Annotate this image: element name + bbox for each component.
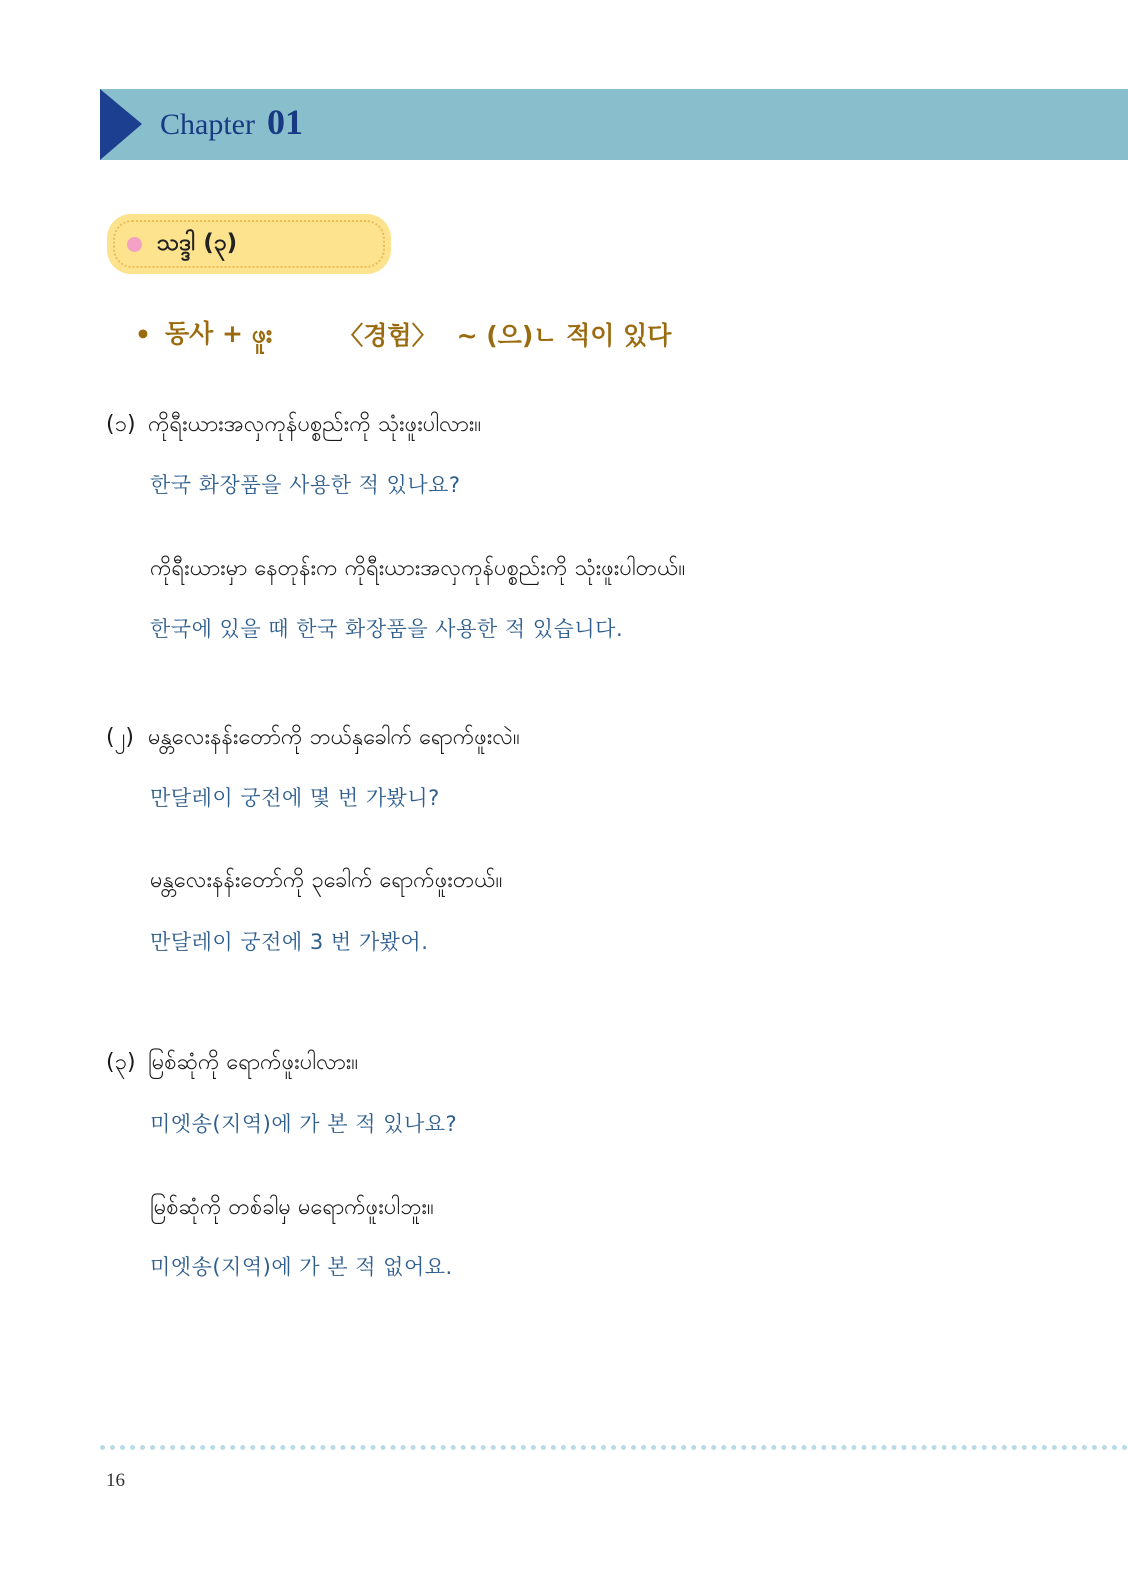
question-text-my: မြစ်ဆုံကို ရောက်ဖူးပါလား။ [148,1050,358,1075]
example-answer-my: ကိုရီးယားမှာ နေတုန်းက ကိုရီးယားအလှကုန်ပစ္စည်းကို သုံးဖူးပါတယ်။ [150,556,686,581]
example-number: (၃) [106,1050,136,1075]
chapter-number: 01 [266,102,303,142]
example-answer-ko: 만달레이 궁전에 3 번 가봤어. [150,930,429,954]
example-question-ko: 한국 화장품을 사용한 적 있나요? [150,473,461,497]
example-answer-my: မန္တလေးနန်းတော်ကို ၃ခေါက် ရောက်ဖူးတယ်။ [150,868,503,893]
grammar-formula: 동사 + ဖူး [164,318,273,348]
example-question-my [106,409,481,442]
question-text-my: ကိုရီးယားအလှကုန်ပစ္စည်းကို သုံးဖူးပါလား။ [148,412,482,437]
example-question-ko: 미엣송(지역)에 가 본 적 있나요? [150,1112,458,1136]
example-question-ko: 만달레이 궁전에 몇 번 가봤니? [150,786,440,810]
question-text-my: မန္တလေးနန်းတော်ကို ဘယ်နှခေါက် ရောက်ဖူးလဲ။ [148,725,520,750]
chapter-arrow-icon [100,89,142,160]
badge-label: သဒ္ဒါ (၃) [157,230,238,256]
example-question-my [106,1047,358,1080]
page-number: 16 [106,1470,125,1491]
pattern-badge [107,214,391,274]
bullet-icon: • [135,319,151,349]
example-number: (၂) [106,725,134,750]
grammar-pattern [135,315,671,353]
chapter-word: Chapter [160,108,255,141]
grammar-meaning: 〈경험〉 [338,321,437,350]
chapter-title [160,101,303,147]
footer-divider [100,1445,1128,1450]
example-number: (၁) [106,412,136,437]
badge-dotted-border [113,220,385,268]
grammar-equivalent: ~ (으)ㄴ 적이 있다 [456,321,672,350]
example-answer-my: မြစ်ဆုံကို တစ်ခါမှ မရောက်ဖူးပါဘူး။ [150,1195,434,1220]
example-answer-ko: 한국에 있을 때 한국 화장품을 사용한 적 있습니다. [150,617,624,641]
example-question-my [106,722,520,755]
pink-dot-icon [127,237,142,252]
example-answer-ko: 미엣송(지역)에 가 본 적 없어요. [150,1255,453,1279]
